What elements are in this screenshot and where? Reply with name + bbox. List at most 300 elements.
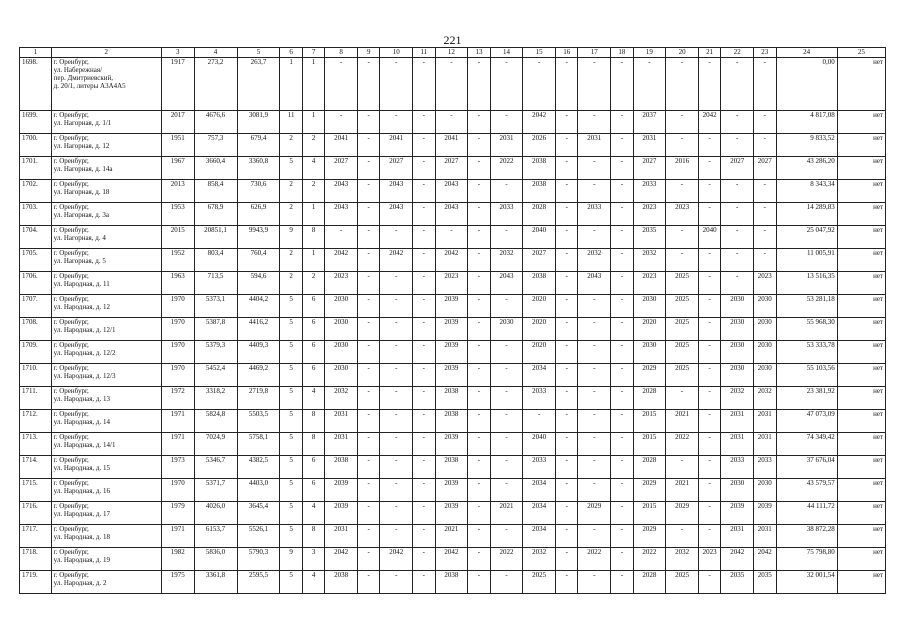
table-cell: - — [413, 433, 435, 456]
table-cell: - — [611, 58, 633, 111]
table-cell: - — [556, 58, 578, 111]
table-cell: 2025 — [666, 571, 699, 594]
table-cell: 6153,7 — [194, 525, 237, 548]
table-cell: 858,4 — [194, 180, 237, 203]
table-cell: 2015 — [633, 433, 666, 456]
table-cell: - — [698, 295, 720, 318]
table-cell: - — [468, 364, 490, 387]
table-cell: 2042 — [325, 548, 358, 571]
table-cell: 5 — [280, 341, 302, 364]
table-cell: - — [413, 226, 435, 249]
table-cell: - — [413, 203, 435, 226]
table-cell: - — [468, 226, 490, 249]
table-row — [20, 318, 886, 341]
table-cell: - — [611, 502, 633, 525]
table-cell: - — [468, 341, 490, 364]
table-cell: 1 — [302, 111, 324, 134]
table-cell: 2032 — [633, 249, 666, 272]
table-cell: 5 — [280, 410, 302, 433]
table-cell: - — [556, 525, 578, 548]
table-cell: - — [698, 341, 720, 364]
table-cell: - — [468, 456, 490, 479]
table-cell: 11 — [280, 111, 302, 134]
table-cell: - — [468, 58, 490, 111]
row-number-cell: 1699. — [20, 111, 52, 134]
table-cell: 2025 — [666, 341, 699, 364]
table-cell: нет — [837, 134, 885, 157]
table-cell: 6 — [302, 341, 324, 364]
table-cell: 5836,0 — [194, 548, 237, 571]
table-cell: - — [413, 249, 435, 272]
table-cell: 2032 — [523, 548, 556, 571]
column-header: 7 — [302, 48, 324, 58]
table-cell: - — [468, 387, 490, 410]
column-header: 17 — [578, 48, 611, 58]
row-number-cell: 1702. — [20, 180, 52, 203]
table-cell: - — [490, 410, 523, 433]
table-cell: 5 — [280, 502, 302, 525]
table-cell: - — [556, 272, 578, 295]
table-cell: - — [490, 387, 523, 410]
table-cell: 2033 — [721, 456, 754, 479]
table-cell: 44 111,72 — [776, 502, 837, 525]
table-cell: 2043 — [490, 272, 523, 295]
table-cell: 2025 — [523, 571, 556, 594]
table-cell: 1982 — [161, 548, 194, 571]
table-cell: - — [357, 571, 379, 594]
table-cell: 2027 — [325, 157, 358, 180]
table-cell: - — [578, 479, 611, 502]
table-cell: нет — [837, 364, 885, 387]
table-cell: - — [698, 525, 720, 548]
table-cell: - — [556, 502, 578, 525]
table-cell: - — [556, 318, 578, 341]
table-cell: 6 — [302, 295, 324, 318]
table-cell: - — [357, 502, 379, 525]
table-cell: - — [357, 525, 379, 548]
table-cell: 6 — [302, 479, 324, 502]
table-cell: 5790,3 — [237, 548, 280, 571]
table-cell: 2021 — [666, 479, 699, 502]
column-number-row — [20, 48, 886, 58]
table-cell: - — [380, 456, 413, 479]
address-cell: г. Оренбург, ул. Народная, д. 14/1 — [51, 433, 161, 456]
table-cell: - — [754, 180, 776, 203]
table-cell: 2027 — [754, 157, 776, 180]
column-header: 18 — [611, 48, 633, 58]
table-cell: 5 — [280, 525, 302, 548]
address-cell: г. Оренбург, ул. Нагорная, д. 3а — [51, 203, 161, 226]
table-cell: нет — [837, 226, 885, 249]
table-cell: - — [556, 226, 578, 249]
table-cell: 2041 — [380, 134, 413, 157]
table-cell: 1963 — [161, 272, 194, 295]
table-cell: 2025 — [666, 364, 699, 387]
table-cell: - — [698, 157, 720, 180]
row-number-cell: 1708. — [20, 318, 52, 341]
table-cell: - — [666, 387, 699, 410]
table-cell: 5 — [280, 318, 302, 341]
table-cell: 2030 — [721, 318, 754, 341]
row-number-cell: 1709. — [20, 341, 52, 364]
table-cell: 2027 — [380, 157, 413, 180]
table-cell: 2030 — [754, 364, 776, 387]
address-cell: г. Оренбург, ул. Народная, д. 12/2 — [51, 341, 161, 364]
table-cell: - — [380, 341, 413, 364]
table-cell: - — [490, 433, 523, 456]
table-cell: 2030 — [754, 318, 776, 341]
table-cell: 2039 — [435, 318, 468, 341]
table-cell: - — [754, 203, 776, 226]
table-cell: 2022 — [578, 548, 611, 571]
row-number-cell: 1706. — [20, 272, 52, 295]
table-cell: 53 281,18 — [776, 295, 837, 318]
table-cell: - — [578, 111, 611, 134]
table-cell: - — [468, 502, 490, 525]
table-cell: 2023 — [325, 272, 358, 295]
table-cell: нет — [837, 272, 885, 295]
address-cell: г. Оренбург, ул. Нагорная, д. 18 — [51, 180, 161, 203]
table-cell: - — [468, 203, 490, 226]
column-header: 5 — [237, 48, 280, 58]
table-cell: - — [556, 341, 578, 364]
table-cell: 2017 — [161, 111, 194, 134]
address-cell: г. Оренбург, ул. Нагорная, д. 4 — [51, 226, 161, 249]
table-cell: - — [698, 58, 720, 111]
table-cell: - — [556, 364, 578, 387]
table-cell: 803,4 — [194, 249, 237, 272]
address-cell: г. Оренбург, ул. Народная, д. 11 — [51, 272, 161, 295]
table-cell: 1971 — [161, 433, 194, 456]
table-cell: 2038 — [435, 387, 468, 410]
address-cell: г. Оренбург, ул. Народная, д. 12/3 — [51, 364, 161, 387]
page-number: 221 — [443, 33, 462, 47]
table-cell: 2020 — [523, 295, 556, 318]
table-cell: - — [556, 410, 578, 433]
table-cell: - — [754, 58, 776, 111]
table-cell: 2015 — [161, 226, 194, 249]
table-cell: 2033 — [523, 387, 556, 410]
table-cell: 2030 — [325, 341, 358, 364]
column-header: 13 — [468, 48, 490, 58]
table-cell: - — [611, 548, 633, 571]
table-cell: 3 — [302, 548, 324, 571]
table-cell: 9 833,52 — [776, 134, 837, 157]
table-cell: - — [698, 479, 720, 502]
table-cell: 2015 — [633, 410, 666, 433]
table-cell: 4026,0 — [194, 502, 237, 525]
table-cell: 4382,5 — [237, 456, 280, 479]
address-cell: г. Оренбург, ул. Народная, д. 12/1 — [51, 318, 161, 341]
table-cell: - — [578, 58, 611, 111]
table-cell: 2035 — [754, 571, 776, 594]
table-cell: - — [633, 58, 666, 111]
table-cell: 2032 — [666, 548, 699, 571]
table-cell: 2043 — [435, 180, 468, 203]
table-cell: 263,7 — [237, 58, 280, 111]
table-cell: 2025 — [666, 272, 699, 295]
table-cell: 2030 — [754, 341, 776, 364]
table-cell: - — [666, 525, 699, 548]
table-cell: 2039 — [435, 295, 468, 318]
table-cell: - — [721, 180, 754, 203]
table-cell: - — [698, 272, 720, 295]
table-cell: - — [325, 111, 358, 134]
table-cell: 9943,9 — [237, 226, 280, 249]
table-cell: 1 — [302, 203, 324, 226]
table-cell: - — [611, 387, 633, 410]
table-cell: - — [413, 295, 435, 318]
table-cell: - — [698, 134, 720, 157]
table-cell: 2 — [302, 134, 324, 157]
table-cell: - — [380, 479, 413, 502]
table-cell: - — [490, 341, 523, 364]
address-cell: г. Оренбург, ул. Набережная/ пер. Дмитриевский, д. 20/1, литеры А3А4А5 — [51, 58, 161, 111]
table-cell: 2 — [302, 272, 324, 295]
table-cell: 3660,4 — [194, 157, 237, 180]
table-cell: 5 — [280, 571, 302, 594]
table-cell: 2042 — [523, 111, 556, 134]
table-cell: 4 — [302, 157, 324, 180]
table-cell: - — [413, 58, 435, 111]
table-cell: - — [435, 111, 468, 134]
table-cell: - — [357, 479, 379, 502]
column-header: 11 — [413, 48, 435, 58]
table-cell: - — [357, 295, 379, 318]
table-cell: - — [754, 111, 776, 134]
table-cell: - — [578, 180, 611, 203]
table-cell: 2 — [280, 203, 302, 226]
table-cell: нет — [837, 180, 885, 203]
table-cell: - — [611, 318, 633, 341]
table-cell: - — [357, 341, 379, 364]
table-cell: 1 — [280, 58, 302, 111]
table-cell: - — [721, 272, 754, 295]
table-cell: 2040 — [523, 226, 556, 249]
table-cell: - — [380, 272, 413, 295]
table-cell: 4 — [302, 387, 324, 410]
table-cell: 2042 — [325, 249, 358, 272]
table-cell: 2039 — [435, 433, 468, 456]
table-cell: 2023 — [633, 272, 666, 295]
table-cell: 713,5 — [194, 272, 237, 295]
table-cell: 3360,8 — [237, 157, 280, 180]
table-cell: 2037 — [633, 111, 666, 134]
table-row — [20, 272, 886, 295]
table-cell: 2034 — [523, 525, 556, 548]
table-cell: - — [698, 433, 720, 456]
table-cell: 1 — [302, 58, 324, 111]
table-cell: 2040 — [523, 433, 556, 456]
table-cell: 5 — [280, 456, 302, 479]
table-cell: - — [754, 134, 776, 157]
table-cell: 2026 — [523, 134, 556, 157]
table-cell: 2031 — [721, 433, 754, 456]
table-cell: 2043 — [435, 203, 468, 226]
table-cell: - — [721, 249, 754, 272]
table-cell: - — [523, 58, 556, 111]
table-row — [20, 479, 886, 502]
table-cell: 2021 — [435, 525, 468, 548]
table-cell: 13 516,35 — [776, 272, 837, 295]
column-header: 12 — [435, 48, 468, 58]
table-cell: - — [413, 272, 435, 295]
table-cell: - — [578, 295, 611, 318]
table-cell: - — [380, 318, 413, 341]
table-row — [20, 502, 886, 525]
table-cell: - — [357, 111, 379, 134]
table-cell: 2027 — [435, 157, 468, 180]
table-cell: - — [357, 410, 379, 433]
table-cell: 8 — [302, 433, 324, 456]
table-cell: 5 — [280, 157, 302, 180]
table-cell: - — [413, 456, 435, 479]
table-cell: - — [578, 318, 611, 341]
table-cell: 1973 — [161, 456, 194, 479]
table-cell: 2031 — [754, 525, 776, 548]
table-cell: - — [325, 226, 358, 249]
table-cell: 2022 — [633, 548, 666, 571]
table-cell: - — [611, 180, 633, 203]
table-cell: 2031 — [325, 433, 358, 456]
address-cell: г. Оренбург, ул. Народная, д. 13 — [51, 387, 161, 410]
table-cell: - — [698, 456, 720, 479]
table-cell: нет — [837, 157, 885, 180]
table-cell: - — [523, 410, 556, 433]
table-cell: 2031 — [721, 525, 754, 548]
column-header: 6 — [280, 48, 302, 58]
table-cell: 5824,8 — [194, 410, 237, 433]
table-cell: - — [556, 571, 578, 594]
table-cell: 1 — [302, 249, 324, 272]
table-cell: 1951 — [161, 134, 194, 157]
row-number-cell: 1703. — [20, 203, 52, 226]
table-cell: - — [468, 157, 490, 180]
table-cell: 2013 — [161, 180, 194, 203]
table-cell: 2043 — [380, 180, 413, 203]
row-number-cell: 1715. — [20, 479, 52, 502]
table-cell: 5 — [280, 364, 302, 387]
table-cell: 2032 — [325, 387, 358, 410]
table-cell: 2042 — [435, 249, 468, 272]
table-cell: - — [413, 410, 435, 433]
table-cell: - — [698, 180, 720, 203]
table-cell: 2033 — [523, 456, 556, 479]
table-cell: - — [380, 58, 413, 111]
table-cell: 23 381,92 — [776, 387, 837, 410]
table-cell: - — [698, 318, 720, 341]
table-cell: 5387,8 — [194, 318, 237, 341]
table-cell: 2028 — [633, 456, 666, 479]
row-number-cell: 1716. — [20, 502, 52, 525]
table-cell: 2031 — [633, 134, 666, 157]
table-cell: 2030 — [754, 295, 776, 318]
table-cell: - — [468, 433, 490, 456]
table-cell: 2043 — [380, 203, 413, 226]
table-row — [20, 433, 886, 456]
column-header: 3 — [161, 48, 194, 58]
table-cell: - — [556, 548, 578, 571]
table-cell: 2031 — [721, 410, 754, 433]
table-cell: - — [468, 548, 490, 571]
table-cell: - — [578, 571, 611, 594]
table-cell: - — [666, 249, 699, 272]
table-cell: - — [698, 410, 720, 433]
table-cell: - — [357, 58, 379, 111]
table-cell: нет — [837, 548, 885, 571]
table-cell: 5 — [280, 387, 302, 410]
table-cell: - — [490, 295, 523, 318]
table-cell: - — [490, 525, 523, 548]
table-cell: 2029 — [578, 502, 611, 525]
table-cell: - — [490, 571, 523, 594]
table-cell: 2033 — [633, 180, 666, 203]
table-cell: 2595,5 — [237, 571, 280, 594]
table-cell: 2030 — [633, 295, 666, 318]
table-cell: 2029 — [633, 364, 666, 387]
table-cell: - — [666, 58, 699, 111]
table-cell: 55 968,30 — [776, 318, 837, 341]
table-cell: 2032 — [490, 249, 523, 272]
row-number-cell: 1711. — [20, 387, 52, 410]
column-header: 1 — [20, 48, 52, 58]
table-cell: 2030 — [721, 479, 754, 502]
table-cell: - — [380, 410, 413, 433]
table-cell: 2038 — [325, 456, 358, 479]
table-cell: - — [357, 134, 379, 157]
column-header: 20 — [666, 48, 699, 58]
table-cell: 2 — [280, 272, 302, 295]
table-cell: - — [721, 203, 754, 226]
table-cell: - — [556, 134, 578, 157]
table-cell: - — [611, 364, 633, 387]
table-cell: - — [325, 58, 358, 111]
table-cell: нет — [837, 525, 885, 548]
row-number-cell: 1710. — [20, 364, 52, 387]
table-cell: 2719,8 — [237, 387, 280, 410]
table-cell: 8 — [302, 410, 324, 433]
column-header: 14 — [490, 48, 523, 58]
table-cell: 1970 — [161, 479, 194, 502]
table-cell: 5 — [280, 479, 302, 502]
table-cell: - — [380, 364, 413, 387]
table-cell: - — [468, 318, 490, 341]
table-cell: - — [698, 502, 720, 525]
table-cell: - — [357, 249, 379, 272]
table-cell: - — [413, 318, 435, 341]
table-cell: - — [611, 479, 633, 502]
table-cell: 2031 — [325, 410, 358, 433]
table-cell: - — [490, 226, 523, 249]
table-cell: 2042 — [754, 548, 776, 571]
table-cell: 2023 — [435, 272, 468, 295]
table-cell: - — [357, 157, 379, 180]
table-cell: 2025 — [666, 318, 699, 341]
table-cell: 2041 — [325, 134, 358, 157]
table-cell: - — [556, 295, 578, 318]
table-cell: - — [611, 157, 633, 180]
table-cell: - — [468, 479, 490, 502]
table-row — [20, 410, 886, 433]
row-number-cell: 1719. — [20, 571, 52, 594]
table-cell: 7024,9 — [194, 433, 237, 456]
table-cell: 2039 — [435, 502, 468, 525]
table-cell: нет — [837, 479, 885, 502]
table-cell: - — [721, 111, 754, 134]
housing-register-table — [19, 47, 886, 594]
table-cell: 43 579,57 — [776, 479, 837, 502]
table-cell: 2030 — [325, 364, 358, 387]
